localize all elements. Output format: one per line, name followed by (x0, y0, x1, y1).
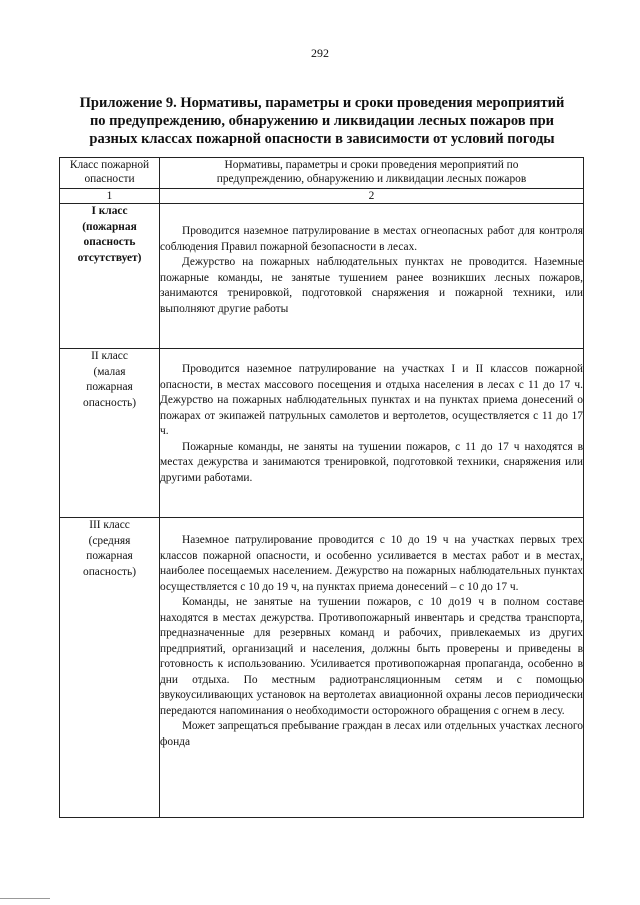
measures-cell (160, 349, 584, 518)
paragraph: Пожарные команды, не заняты на тушении пожаров, с 11 до 17 ч находятся в местах дежурства и занимаются тренировкой, подготовкой техники, снаряжения или другими работами. (160, 440, 583, 484)
class-cell (60, 204, 160, 349)
paragraph: Дежурство на пожарных наблюдательных пунктах не проводится. Наземные пожарные команды, не занятые тушением ранее возникших лесных пожаров, занимаются тренировкой, подготовкой снаряжения и пожарной техники, или выполняют другие работы (160, 256, 583, 315)
fire-danger-norms-table (59, 157, 584, 818)
header-line: опасности (84, 173, 135, 185)
class-cell (60, 518, 160, 818)
table-row (60, 349, 584, 518)
class-line: III класс (89, 519, 130, 531)
paragraph: Команды, не занятые на тушении пожаров, с 10 до19 ч в полном составе находятся в местах дежурства. Противопожарный инвентарь и средства транспорта, предназначенные для резервных команд и рабочих, привлекаемых из других предприятий, организаций и населения, должны быть проверены и приведены в готовность к использованию. Усиливается противопожарная пропаганда, особенно в дни отдыха. По местным радиотрансляционным сетям и с помощью звукоусиливающих установок на вертолетах авиационной охраны лесов периодически передаются напоминания о необходимости осторожного обращения с огнем в лесу. (160, 596, 583, 717)
class-line: пожарная (86, 381, 133, 393)
column-number: 1 (60, 189, 160, 204)
class-line: (средняя (88, 534, 131, 547)
paragraph: Может запрещаться пребывание граждан в лесах или отдельных участках лесного фонда (160, 720, 583, 748)
paragraph: Наземное патрулирование проводится с 10 до 19 ч на участках первых трех классов пожарной опасности, и особенно усиливается в местах работ и в местах, наиболее посещаемых населением. Дежурство на пожарных наблюдательных пунктах осуществляется с 10 до 19 ч, на пунктах приема донесений – с 10 до 17 ч. (160, 534, 583, 593)
class-line: I класс (91, 205, 128, 217)
header-line: предупреждению, обнаружению и ликвидации лесных пожаров (216, 173, 527, 185)
class-line: (пожарная (82, 220, 137, 233)
header-fire-danger-class (60, 158, 160, 189)
column-numbering-row (60, 189, 584, 204)
appendix-title (48, 94, 596, 148)
class-line: опасность (83, 236, 136, 248)
header-line: Класс пожарной (69, 159, 150, 171)
table-row (60, 204, 584, 349)
class-line: пожарная (86, 550, 133, 562)
measures-cell (160, 204, 584, 349)
header-norms-parameters (160, 158, 584, 189)
class-line: (малая (93, 365, 126, 378)
table-header-row (60, 158, 584, 189)
table-row (60, 518, 584, 818)
header-line: Нормативы, параметры и сроки проведения мероприятий по (224, 159, 519, 171)
class-line: опасность) (83, 565, 136, 578)
class-cell (60, 349, 160, 518)
column-number: 2 (160, 189, 584, 204)
page-number: 292 (311, 46, 329, 60)
class-line: II класс (91, 350, 128, 362)
class-line: отсутствует) (77, 251, 142, 264)
paragraph: Проводится наземное патрулирование на участках I и II классов пожарной опасности, в местах массового посещения и отдыха населения в лесах с 11 до 17 ч. Дежурство на пожарных наблюдательных пунктах и на пунктах приема донесений о пожарах от экипажей патрульных самолетов и вертолетов, осуществляется с 11 до 17 ч. (160, 363, 583, 437)
paragraph: Проводится наземное патрулирование в местах огнеопасных работ для контроля соблюдения Правил пожарной безопасности в лесах. (160, 225, 583, 253)
measures-cell (160, 518, 584, 818)
title-line: Приложение 9. Нормативы, параметры и сроки проведения мероприятий (79, 95, 565, 111)
title-line: разных классах пожарной опасности в зависимости от условий погоды (89, 131, 555, 147)
class-line: опасность) (83, 396, 136, 409)
title-line: по предупреждению, обнаружению и ликвидации лесных пожаров при (89, 113, 555, 129)
footer-rule (0, 898, 50, 899)
